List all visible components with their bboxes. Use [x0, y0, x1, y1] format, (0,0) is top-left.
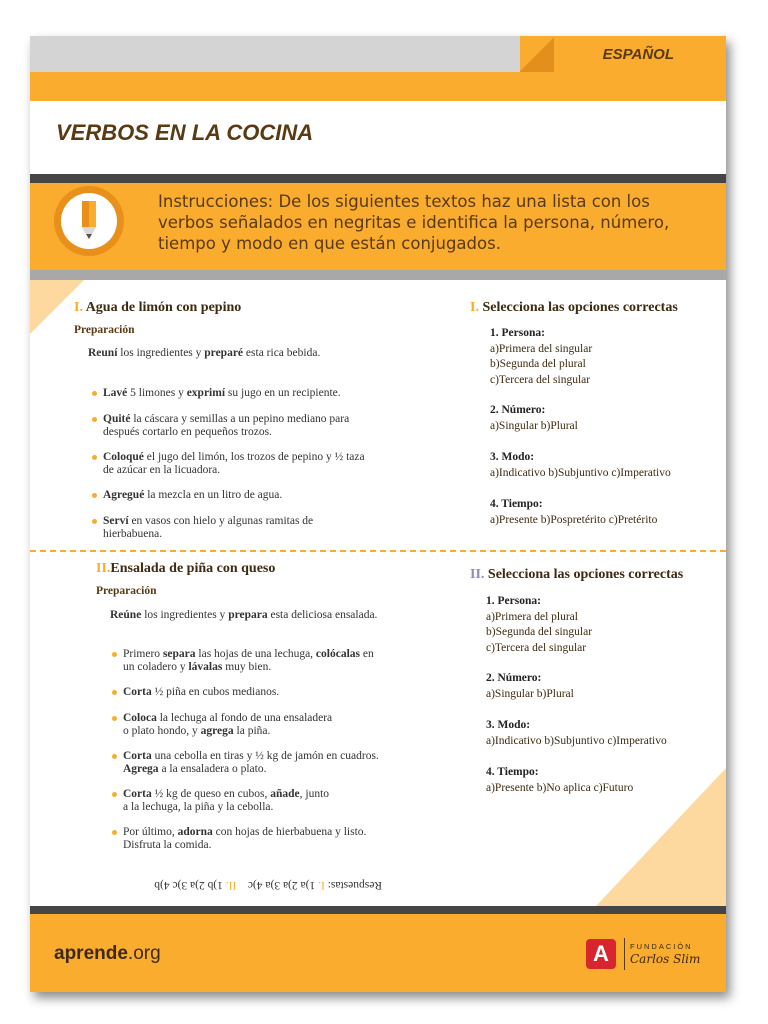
- list-item: Por último, adorna con hojas de hierbabuena y listo. Disfruta la comida.: [111, 826, 441, 852]
- quiz1-questions: 1. Persona: a)Primera del singular b)Segunda del plural c)Tercera del singular: [490, 327, 593, 386]
- fundacion-logo-icon: A: [586, 939, 616, 969]
- quiz2-modo: 3. Modo: a)Indicativo b)Subjuntivo c)Imperativo: [486, 719, 667, 747]
- list-item: Coloqué el jugo del limón, los trozos de pepino y ½ taza de azúcar en la licuadora.: [91, 451, 431, 477]
- list-item: Primero separa las hojas de una lechuga, colócalas en un coladero y lávalas muy bien.: [111, 648, 441, 674]
- answers-upside-down: Respuestas: I. 1)a 2)a 3)a 4)c II. 1)b 2)a 3)c 4)b: [154, 879, 382, 891]
- section-divider: [30, 550, 726, 552]
- section1-title: I. Agua de limón con pepino: [74, 300, 242, 315]
- list-item: Corta una cebolla en tiras y ½ kg de jamón en cuadros. Agrega a la ensaladera o plato.: [111, 750, 441, 776]
- band-dark: [30, 174, 726, 183]
- fundacion-signature: Carlos Slim: [630, 952, 701, 966]
- section2-title: II.Ensalada de piña con queso: [96, 561, 276, 576]
- subject-label: ESPAÑOL: [602, 46, 674, 63]
- section1-steps: [91, 387, 431, 541]
- list-item: Agregué la mezcla en un litro de agua.: [91, 489, 431, 502]
- quiz2-tiempo: 4. Tiempo: a)Presente b)No aplica c)Futuro: [486, 766, 634, 794]
- section1-prep: Preparación: [74, 324, 135, 336]
- footer-dark-band: [30, 906, 726, 914]
- fundacion-label: FUNDACIÓN: [630, 942, 693, 951]
- band-grey: [30, 270, 726, 280]
- list-item: Quité la cáscara y semillas a un pepino mediano para después cortarlo en pequeños trozos.: [91, 413, 431, 439]
- section2-prep: Preparación: [96, 585, 157, 597]
- quiz2-questions: 1. Persona: a)Primera del plural b)Segunda del singular c)Tercera del singular: [486, 595, 593, 654]
- top-orange-bar: [30, 72, 726, 101]
- quiz1-title: I. Selecciona las opciones correctas: [470, 300, 678, 315]
- list-item: Corta ½ piña en cubos medianos.: [111, 686, 441, 699]
- section2-intro: Reúne los ingredientes y prepara esta deliciosa ensalada.: [110, 609, 378, 621]
- list-item: Corta ½ kg de queso en cubos, añade, junto a la lechuga, la piña y la cebolla.: [111, 788, 441, 814]
- section2-steps: [111, 648, 441, 852]
- worksheet: [30, 36, 726, 992]
- list-item: Coloca la lechuga al fondo de una ensaladera o plato hondo, y agrega la piña.: [111, 712, 441, 738]
- quiz1-modo: 3. Modo: a)Indicativo b)Subjuntivo c)Imperativo: [490, 451, 671, 479]
- logo-divider: [624, 938, 625, 970]
- tab-fold: [520, 36, 554, 72]
- pencil-icon: [54, 186, 124, 256]
- quiz2-numero: 2. Número: a)Singular b)Plural: [486, 672, 574, 700]
- page-title: VERBOS EN LA COCINA: [56, 120, 314, 145]
- quiz1-tiempo: 4. Tiempo: a)Presente b)Pospretérito c)Pretérito: [490, 498, 658, 526]
- list-item: Serví en vasos con hielo y algunas ramitas de hierbabuena.: [91, 515, 431, 541]
- instructions-text: Instrucciones: De los siguientes textos haz una lista con los verbos señalados en negritas e identifica la persona, número, tiempo y modo en que están conjugados.: [158, 192, 670, 253]
- quiz1-numero: 2. Número: a)Singular b)Plural: [490, 404, 578, 432]
- quiz2-title: II. Selecciona las opciones correctas: [470, 567, 684, 582]
- list-item: Lavé 5 limones y exprimí su jugo en un recipiente.: [91, 387, 431, 400]
- section1-intro: Reuní los ingredientes y preparé esta rica bebida.: [88, 347, 321, 359]
- brand-logo[interactable]: aprende.org: [54, 943, 161, 964]
